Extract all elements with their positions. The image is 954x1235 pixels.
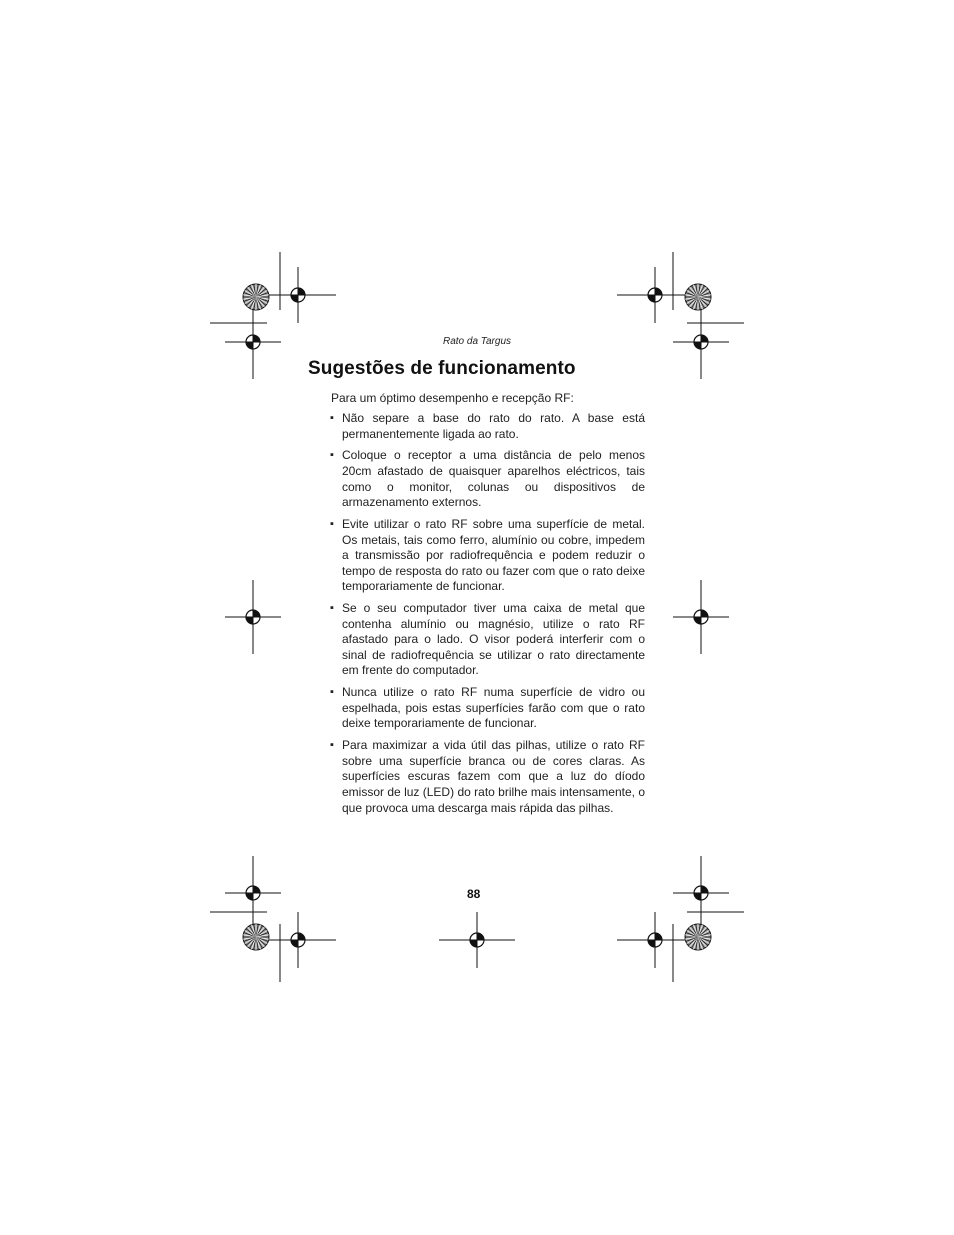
list-item: ▪ Se o seu computador tiver uma caixa de metal que contenha alumínio ou magnésio, utilize o rato RF afastado para o lado. O visor poderá interferir com o sinal de radiofrequência se utilizar o rato directamente em frente do computador. [330, 601, 645, 678]
list-item: ▪ Não separe a base do rato do rato. A base está permanentemente ligada ao rato. [330, 411, 645, 441]
bullet-icon: ▪ [330, 517, 334, 530]
registration-mark-icon [260, 267, 336, 323]
list-item: ▪ Evite utilizar o rato RF sobre uma superfície de metal. Os metais, tais como ferro, alumínio ou cobre, impedem a transmissão por radiofrequência e podem reduzir o tempo de resposta do rato ou fazer com que o rato deixe temporariamente de funcionar. [330, 516, 645, 594]
registration-mark-icon [225, 305, 281, 379]
tips-list [330, 411, 645, 822]
running-header: Rato da Targus [443, 336, 512, 347]
registration-mark-icon [673, 580, 729, 654]
bullet-icon: ▪ [330, 602, 334, 615]
list-item: ▪ Nunca utilize o rato RF numa superfície de vidro ou espelhada, pois estas superfícies farão com que o rato deixe temporariamente de funcionar. [330, 685, 645, 731]
page-number: 88 [467, 887, 481, 901]
star-target-icon [243, 924, 269, 950]
bullet-icon: ▪ [330, 412, 334, 424]
registration-mark-icon [225, 856, 281, 930]
registration-mark-icon [260, 912, 336, 968]
registration-mark-icon [225, 580, 281, 654]
bullet-icon: ▪ [330, 739, 334, 752]
star-target-icon [685, 284, 711, 310]
bullet-icon: ▪ [330, 686, 334, 699]
star-target-icon [243, 284, 269, 310]
list-item: ▪ Para maximizar a vida útil das pilhas, utilize o rato RF sobre uma superfície branca ou de cores claras. As superfícies escuras fazem com que a luz do díodo emissor de luz (LED) do rato brilhe mais intensamente, o que provoca uma descarga mais rápida das pilhas. [330, 738, 645, 815]
registration-mark-icon [673, 305, 729, 379]
registration-mark-icon [673, 856, 729, 930]
section-title: Sugestões de funcionamento [308, 358, 576, 379]
list-item: ▪ Coloque o receptor a uma distância de pelo menos 20cm afastado de quaisquer aparelhos eléctricos, tais como o monitor, colunas ou dispositivos de armazenamento externos. [330, 448, 645, 510]
registration-mark-icon [617, 267, 693, 323]
star-target-icon [685, 924, 711, 950]
registration-mark-icon [439, 912, 515, 968]
registration-mark-icon [617, 912, 693, 968]
bullet-icon: ▪ [330, 449, 334, 462]
intro-text: Para um óptimo desempenho e recepção RF: [331, 391, 574, 405]
